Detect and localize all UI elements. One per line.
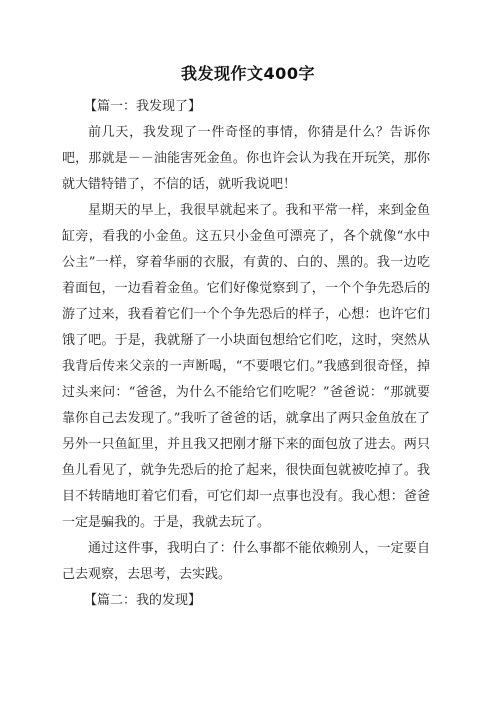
section-heading-2: 【篇二：我的发现】 — [84, 593, 202, 608]
section-heading-1: 【篇一：我发现了】 — [84, 99, 202, 114]
paragraph-2: 星期天的早上，我很早就起来了。我和平常一样，来到金鱼缸旁，看我的小金鱼。这五只小金鱼可漂亮了，各个就像“水中公主”一样，穿着华丽的衣服，有黄的、白的、黑的。我一边吃着面包，一边看着金鱼。它们好像觉察到了，一个个争先恐后的游了过来，我看着它们一个个争先恐后的样子，心想：也许它们饿了吧。于是，我就掰了一小块面包想给它们吃，这时，突然从我背后传来父亲的一声断喝，“不要喂它们。”我感到很奇怪，掉过头来问：“爸爸，为什么不能给它们吃呢？”爸爸说：“那就要靠你自己去发现了。”我听了爸爸的话，就拿出了两只金鱼放在了另外一只鱼缸里，并且我又把刚才掰下来的面包放了进去。两只鱼儿看见了，就争先恐后的抢了起来，很快面包就被吃掉了。我目不转睛地盯着它们看，可它们却一点事也没有。我心想：爸爸一定是骗我的。于是，我就去玩了。 — [62, 203, 430, 530]
paragraph-3: 通过这件事，我明白了：什么事都不能依赖别人，一定要自己去观察，去思考，去实践。 — [62, 541, 430, 582]
document-body — [62, 94, 430, 614]
document-title: 我发现作文400字 — [181, 64, 315, 83]
paragraph-1: 前几天，我发现了一件奇怪的事情，你猜是什么？告诉你吧，那就是－－油能害死金鱼。你也许会认为我在开玩笑，那你就大错特错了，不信的话，就听我说吧！ — [62, 125, 430, 192]
